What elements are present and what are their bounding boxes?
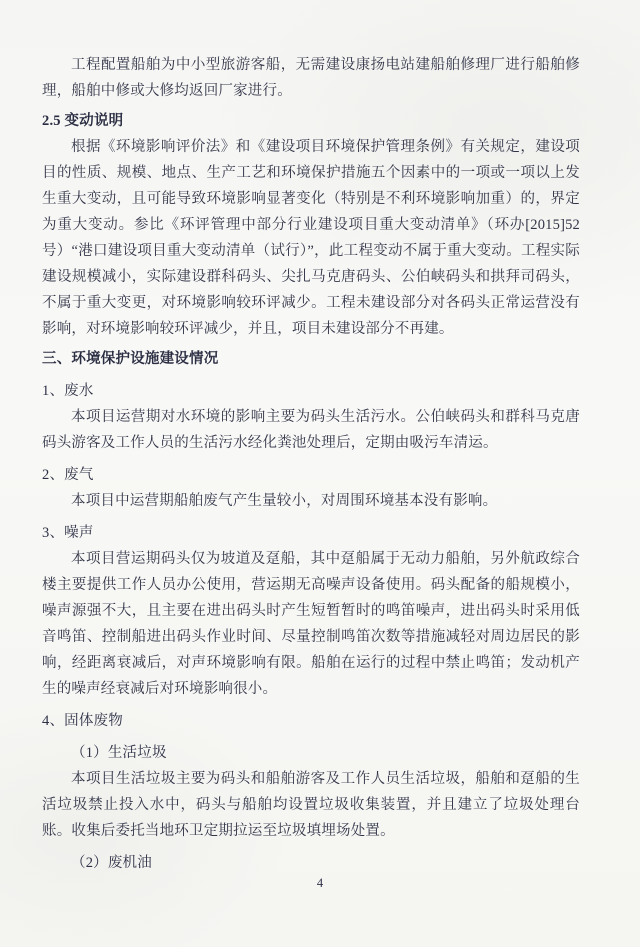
noise-paragraph: 本项目营运期码头仅为坡道及趸船，其中趸船属于无动力船舶，另外航政综合楼主要提供工作人员办公使用，营运期无高噪声设备使用。码头配备的船规模小，噪声源强不大，且主要在进出码头时产生短暂暂时的鸣笛噪声，进出码头时采用低音鸣笛、控制船进出码头作业时间、尽量控制鸣笛次数等措施减轻对周边居民的影响，经距离衰减后，对声环境影响有限。船舶在运行的过程中禁止鸣笛；发动机产生的噪声经衰减后对环境影响很小。 <box>42 551 580 697</box>
section-heading-change-note: 2.5 变动说明 <box>42 113 124 129</box>
document-page-content <box>42 52 580 876</box>
subsection-heading-wastewater: 1、废水 <box>42 383 94 399</box>
change-note-paragraph: 根据《环境影响评价法》和《建设项目环境保护管理条例》有关规定，建设项目的性质、规模、地点、生产工艺和环境保护措施五个因素中的一项或一项以上发生重大变动，且可能导致环境影响显著变化（特别是不利环境影响加重）的，界定为重大变动。参比《环评管理中部分行业建设项目重大变动清单》（环办[2015]52 号）“港口建设项目重大变动清单（试行）”，此工程变动不属于重大变动。工程实际建设规模减小，实际建设群科码头、尖扎马克唐码头、公伯峡码头和拱拜司码头，不属于重大变更，对环境影响较环评减少。工程未建设部分对各码头正常运营没有影响，对环境影响较环评减少，并且，项目未建设部分不再建。 <box>42 139 580 337</box>
subsection-heading-solid-waste: 4、固体废物 <box>42 713 123 729</box>
subsection-heading-waste-gas: 2、废气 <box>42 467 94 483</box>
subsection-heading-noise: 3、噪声 <box>42 525 94 541</box>
item-heading-domestic-garbage: （1）生活垃圾 <box>71 745 167 761</box>
wastewater-paragraph: 本项目运营期对水环境的影响主要为码头生活污水。公伯峡码头和群科马克唐码头游客及工作人员的生活污水经化粪池处理后，定期由吸污车清运。 <box>42 409 580 451</box>
intro-paragraph: 工程配置船舶为中小型旅游客船，无需建设康扬电站建船舶修理厂进行船舶修理，船舶中修或大修均返回厂家进行。 <box>42 57 580 99</box>
section-heading-env-facilities: 三、环境保护设施建设情况 <box>42 351 219 367</box>
item-heading-waste-oil: （2）废机油 <box>71 855 152 871</box>
waste-gas-paragraph: 本项目中运营期船舶废气产生量较小，对周围环境基本没有影响。 <box>71 493 498 509</box>
domestic-garbage-paragraph: 本项目生活垃圾主要为码头和船舶游客及工作人员生活垃圾，船舶和趸船的生活垃圾禁止投入水中，码头与船舶均设置垃圾收集装置，并且建立了垃圾处理台账。收集后委托当地环卫定期拉运至垃圾填埋场处置。 <box>42 771 580 839</box>
page-number: 4 <box>316 876 324 890</box>
